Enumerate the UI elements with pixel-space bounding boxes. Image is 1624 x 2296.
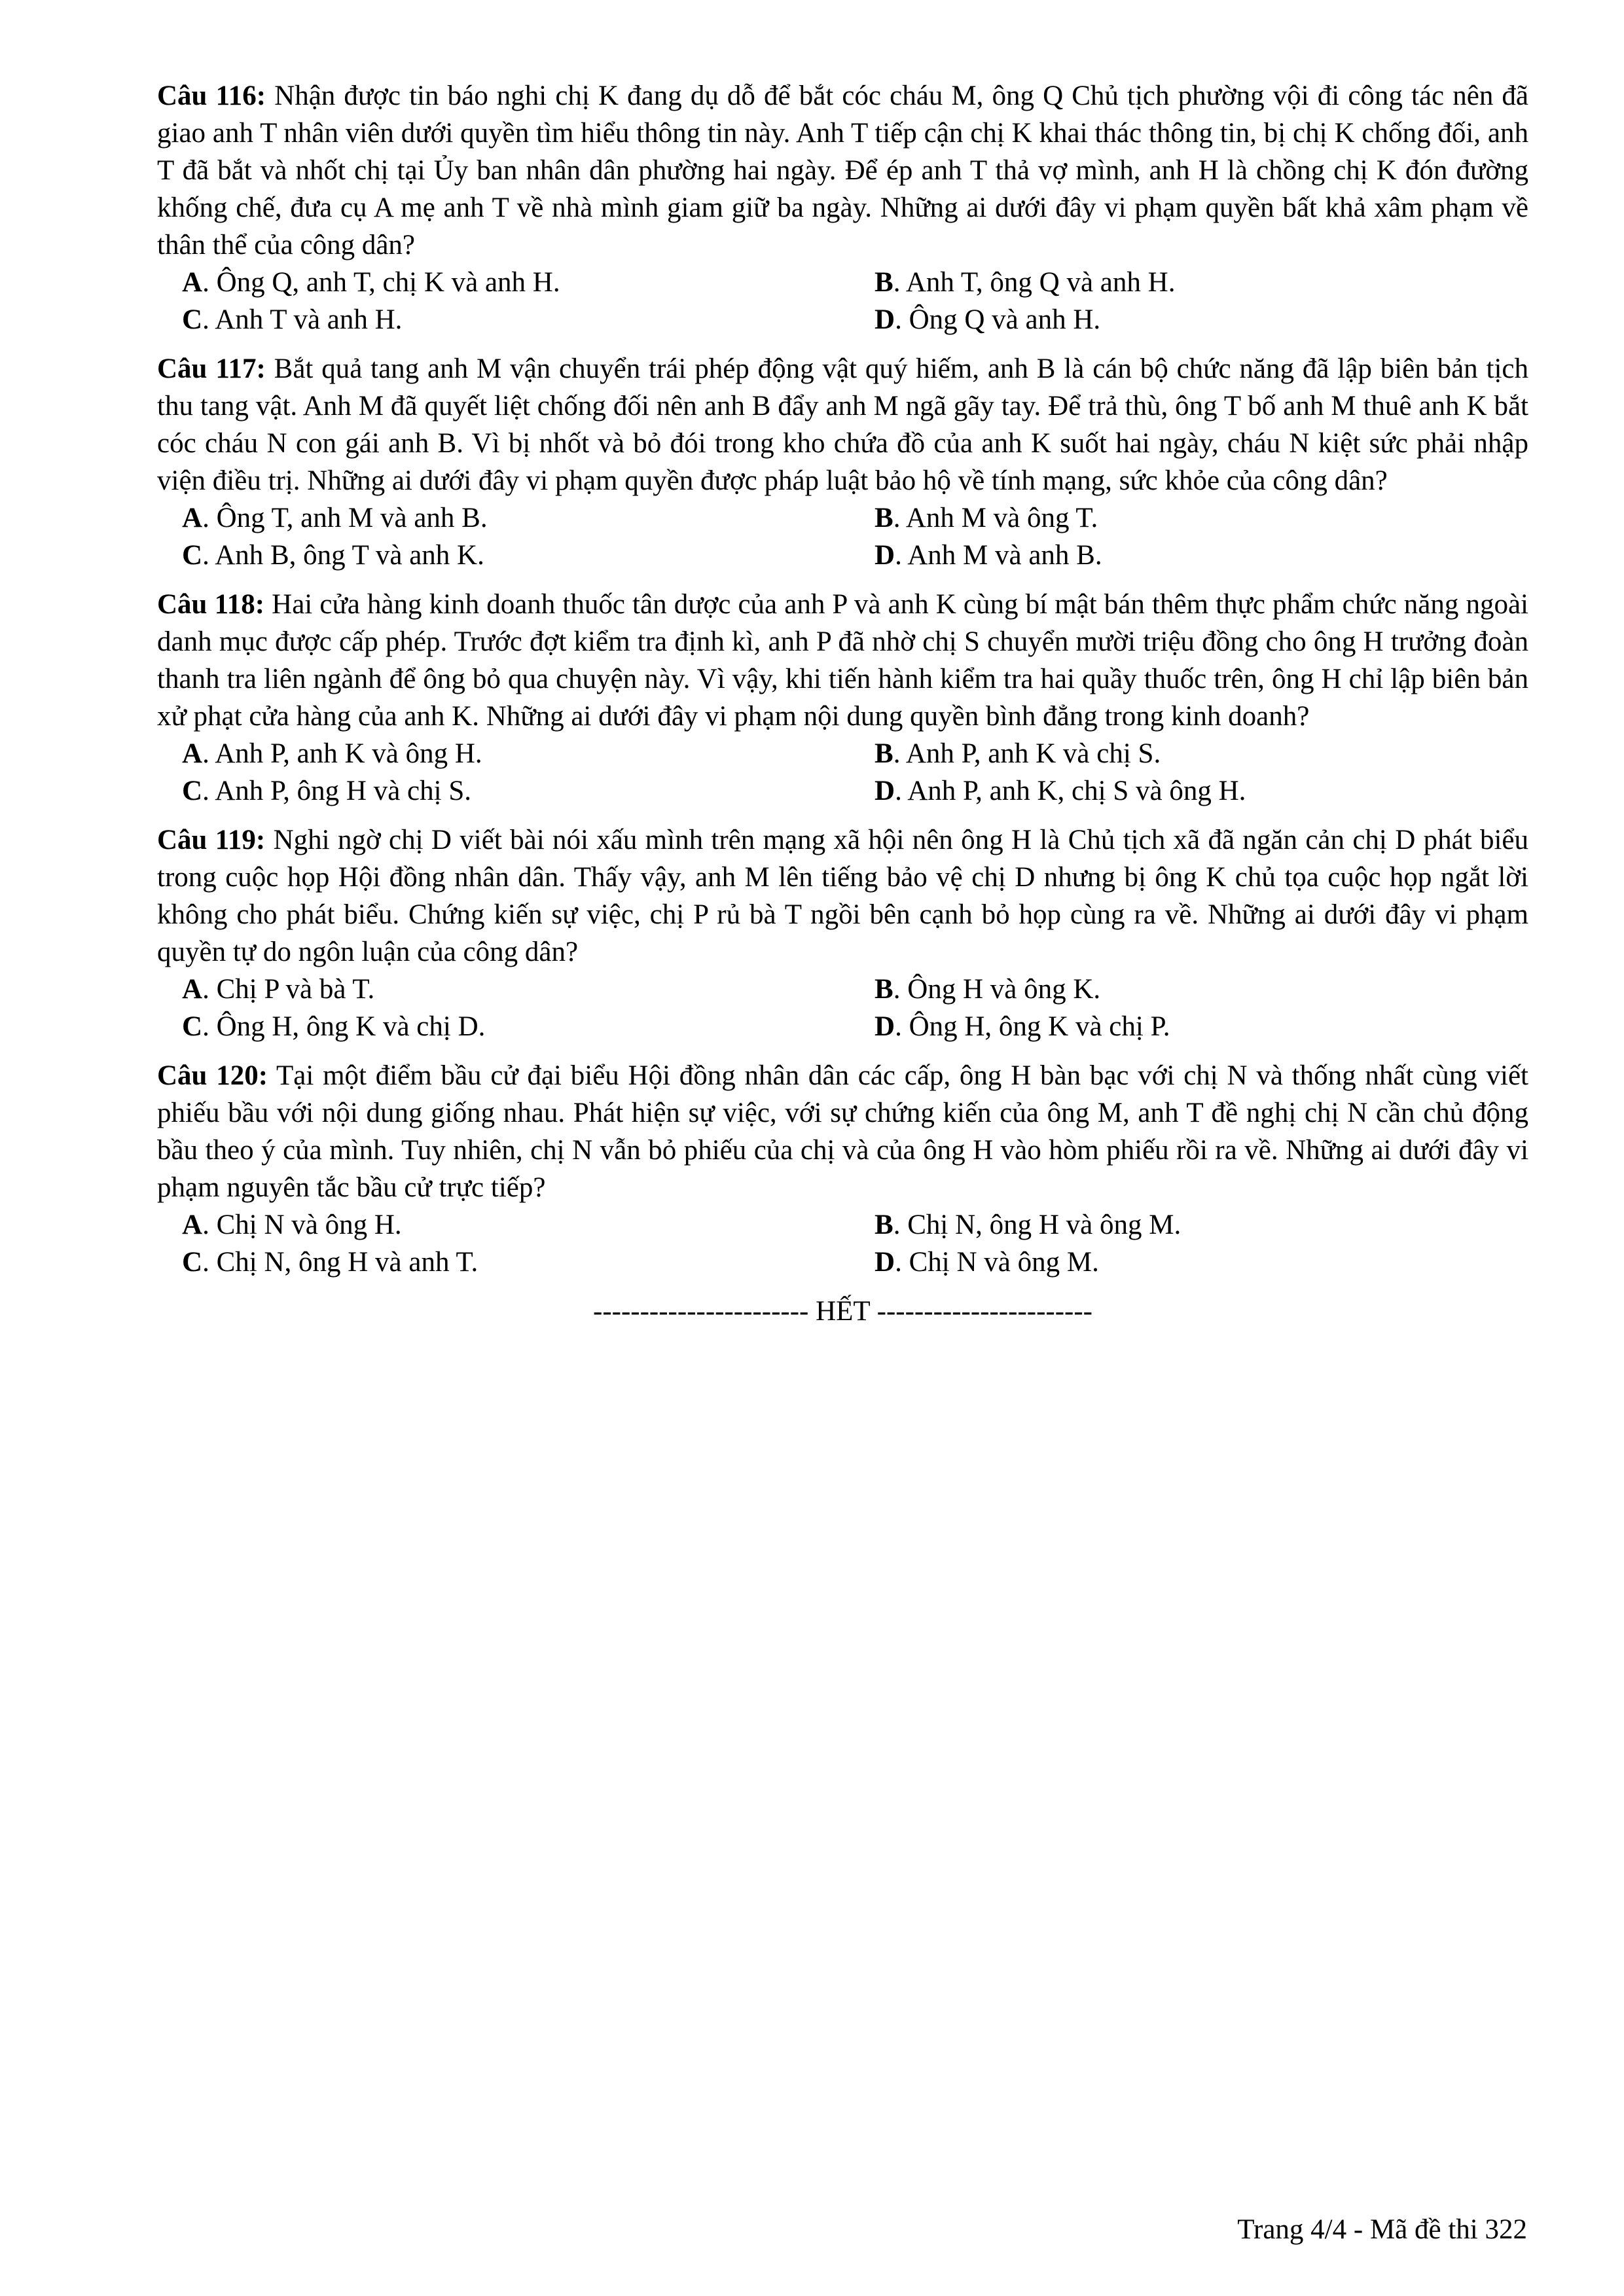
- option-letter: A: [182, 503, 203, 533]
- option-c: [182, 1008, 875, 1045]
- question-label: Câu 117:: [157, 353, 266, 384]
- option-letter: C: [182, 1011, 203, 1042]
- option-a: [182, 735, 875, 772]
- option-text: . Chị N và ông H.: [202, 1210, 402, 1240]
- questions-container: [157, 77, 1528, 1330]
- question-label: Câu 118:: [157, 589, 265, 620]
- question-text: Nhận được tin báo nghi chị K đang dụ dỗ để bắt cóc cháu M, ông Q Chủ tịch phường vội đi công tác nên đã giao anh T nhân viên dưới quyền tìm hiểu thông tin này. Anh T tiếp cận chị K khai thác thông tin, bị chị K chống đối, anh T đã bắt và nhốt chị tại Ủy ban nhân dân phường hai ngày. Để ép anh T thả vợ mình, anh H là chồng chị K đón đường khống chế, đưa cụ A mẹ anh T về nhà mình giam giữ ba ngày. Những ai dưới đây vi phạm quyền bất khả xâm phạm về thân thể của công dân?: [157, 81, 1529, 260]
- question-text: Tại một điểm bầu cử đại biểu Hội đồng nhân dân các cấp, ông H bàn bạc với chị N và thống nhất cùng viết phiếu bầu với nội dung giống nhau. Phát hiện sự việc, với sự chứng kiến của ông M, anh T đề nghị chị N cần chủ động bầu theo ý của mình. Tuy nhiên, chị N vẫn bỏ phiếu của chị và của ông H vào hòm phiếu rồi ra về. Những ai dưới đây vi phạm nguyên tắc bầu cử trực tiếp?: [157, 1060, 1528, 1203]
- page-footer: Trang 4/4 - Mã đề thi 322: [1237, 2214, 1527, 2245]
- option-letter: D: [875, 1247, 895, 1278]
- option-b: [875, 971, 1529, 1008]
- option-d: [875, 301, 1529, 338]
- option-letter: D: [875, 1011, 895, 1042]
- question-label: Câu 116:: [157, 81, 266, 111]
- option-b: [875, 264, 1529, 301]
- option-letter: B: [875, 738, 893, 769]
- option-text: . Chị N, ông H và anh T.: [202, 1247, 478, 1278]
- option-text: . Chị P và bà T.: [202, 974, 375, 1005]
- option-a: [182, 1206, 875, 1244]
- option-letter: A: [182, 738, 203, 769]
- option-text: . Anh M và anh B.: [895, 540, 1102, 571]
- question-label: Câu 119:: [157, 825, 266, 855]
- question-text: Nghi ngờ chị D viết bài nói xấu mình trên mạng xã hội nên ông H là Chủ tịch xã đã ngăn cản chị D phát biểu trong cuộc họp Hội đồng nhân dân. Thấy vậy, anh M lên tiếng bảo vệ chị D nhưng bị ông K chủ tọa cuộc họp ngắt lời không cho phát biểu. Chứng kiến sự việc, chị P rủ bà T ngồi bên cạnh bỏ họp cùng ra về. Những ai dưới đây vi phạm quyền tự do ngôn luận của công dân?: [157, 825, 1529, 967]
- option-text: . Chị N, ông H và ông M.: [893, 1210, 1182, 1240]
- option-text: . Ông H và ông K.: [893, 974, 1101, 1005]
- option-a: [182, 971, 875, 1008]
- option-c: [182, 1244, 875, 1281]
- answer-options: [157, 1206, 1528, 1281]
- question-stem: [157, 1057, 1528, 1206]
- option-text: . Anh B, ông T và anh K.: [202, 540, 484, 571]
- question-117: [157, 350, 1528, 574]
- answer-options: [157, 499, 1528, 574]
- option-text: . Ông H, ông K và chị D.: [202, 1011, 486, 1042]
- option-text: . Anh P, anh K và ông H.: [202, 738, 482, 769]
- answer-options: [157, 264, 1528, 338]
- option-text: . Ông Q và anh H.: [895, 304, 1101, 335]
- option-letter: A: [182, 267, 203, 298]
- option-text: . Anh T, ông Q và anh H.: [893, 267, 1176, 298]
- option-d: [875, 772, 1529, 810]
- question-label: Câu 120:: [157, 1060, 268, 1091]
- option-text: . Ông T, anh M và anh B.: [202, 503, 488, 533]
- option-text: . Anh T và anh H.: [202, 304, 403, 335]
- option-d: [875, 1244, 1529, 1281]
- answer-options: [157, 735, 1528, 810]
- question-stem: [157, 586, 1528, 735]
- option-c: [182, 772, 875, 810]
- option-letter: C: [182, 304, 203, 335]
- option-letter: C: [182, 776, 203, 806]
- option-text: . Ông Q, anh T, chị K và anh H.: [202, 267, 560, 298]
- answer-options: [157, 971, 1528, 1045]
- option-d: [875, 537, 1529, 574]
- option-text: . Anh P, anh K, chị S và ông H.: [895, 776, 1246, 806]
- option-letter: D: [875, 776, 895, 806]
- option-a: [182, 264, 875, 301]
- option-letter: D: [875, 540, 895, 571]
- option-text: . Anh M và ông T.: [893, 503, 1098, 533]
- option-a: [182, 499, 875, 537]
- option-letter: A: [182, 974, 203, 1005]
- option-b: [875, 735, 1529, 772]
- option-text: . Anh P, ông H và chị S.: [202, 776, 471, 806]
- question-stem: [157, 350, 1528, 499]
- question-stem: [157, 821, 1528, 971]
- option-letter: D: [875, 304, 895, 335]
- option-letter: B: [875, 1210, 893, 1240]
- option-text: . Ông H, ông K và chị P.: [895, 1011, 1170, 1042]
- question-120: [157, 1057, 1528, 1281]
- option-b: [875, 499, 1529, 537]
- option-d: [875, 1008, 1529, 1045]
- option-letter: B: [875, 974, 893, 1005]
- question-stem: [157, 77, 1528, 264]
- option-c: [182, 537, 875, 574]
- end-marker: ----------------------- HẾT -----------------------: [593, 1296, 1092, 1327]
- question-119: [157, 821, 1528, 1045]
- option-text: . Chị N và ông M.: [895, 1247, 1099, 1278]
- option-letter: C: [182, 540, 203, 571]
- option-text: . Anh P, anh K và chị S.: [893, 738, 1161, 769]
- question-text: Hai cửa hàng kinh doanh thuốc tân dược của anh P và anh K cùng bí mật bán thêm thực phẩm chức năng ngoài danh mục được cấp phép. Trước đợt kiểm tra định kì, anh P đã nhờ chị S chuyển mười triệu đồng cho ông H trưởng đoàn thanh tra liên ngành để ông bỏ qua chuyện này. Vì vậy, khi tiến hành kiểm tra hai quầy thuốc trên, ông H chỉ lập biên bản xử phạt cửa hàng của anh K. Những ai dưới đây vi phạm nội dung quyền bình đẳng trong kinh doanh?: [157, 589, 1529, 732]
- option-letter: A: [182, 1210, 203, 1240]
- option-b: [875, 1206, 1529, 1244]
- option-c: [182, 301, 875, 338]
- option-letter: B: [875, 267, 893, 298]
- question-116: [157, 77, 1528, 338]
- question-text: Bắt quả tang anh M vận chuyển trái phép động vật quý hiếm, anh B là cán bộ chức năng đã lập biên bản tịch thu tang vật. Anh M đã quyết liệt chống đối nên anh B đẩy anh M ngã gãy tay. Để trả thù, ông T bố anh M thuê anh K bắt cóc cháu N con gái anh B. Vì bị nhốt và bỏ đói trong kho chứa đồ của anh K suốt hai ngày, cháu N kiệt sức phải nhập viện điều trị. Những ai dưới đây vi phạm quyền được pháp luật bảo hộ về tính mạng, sức khỏe của công dân?: [157, 353, 1529, 496]
- option-letter: C: [182, 1247, 203, 1278]
- option-letter: B: [875, 503, 893, 533]
- question-118: [157, 586, 1528, 810]
